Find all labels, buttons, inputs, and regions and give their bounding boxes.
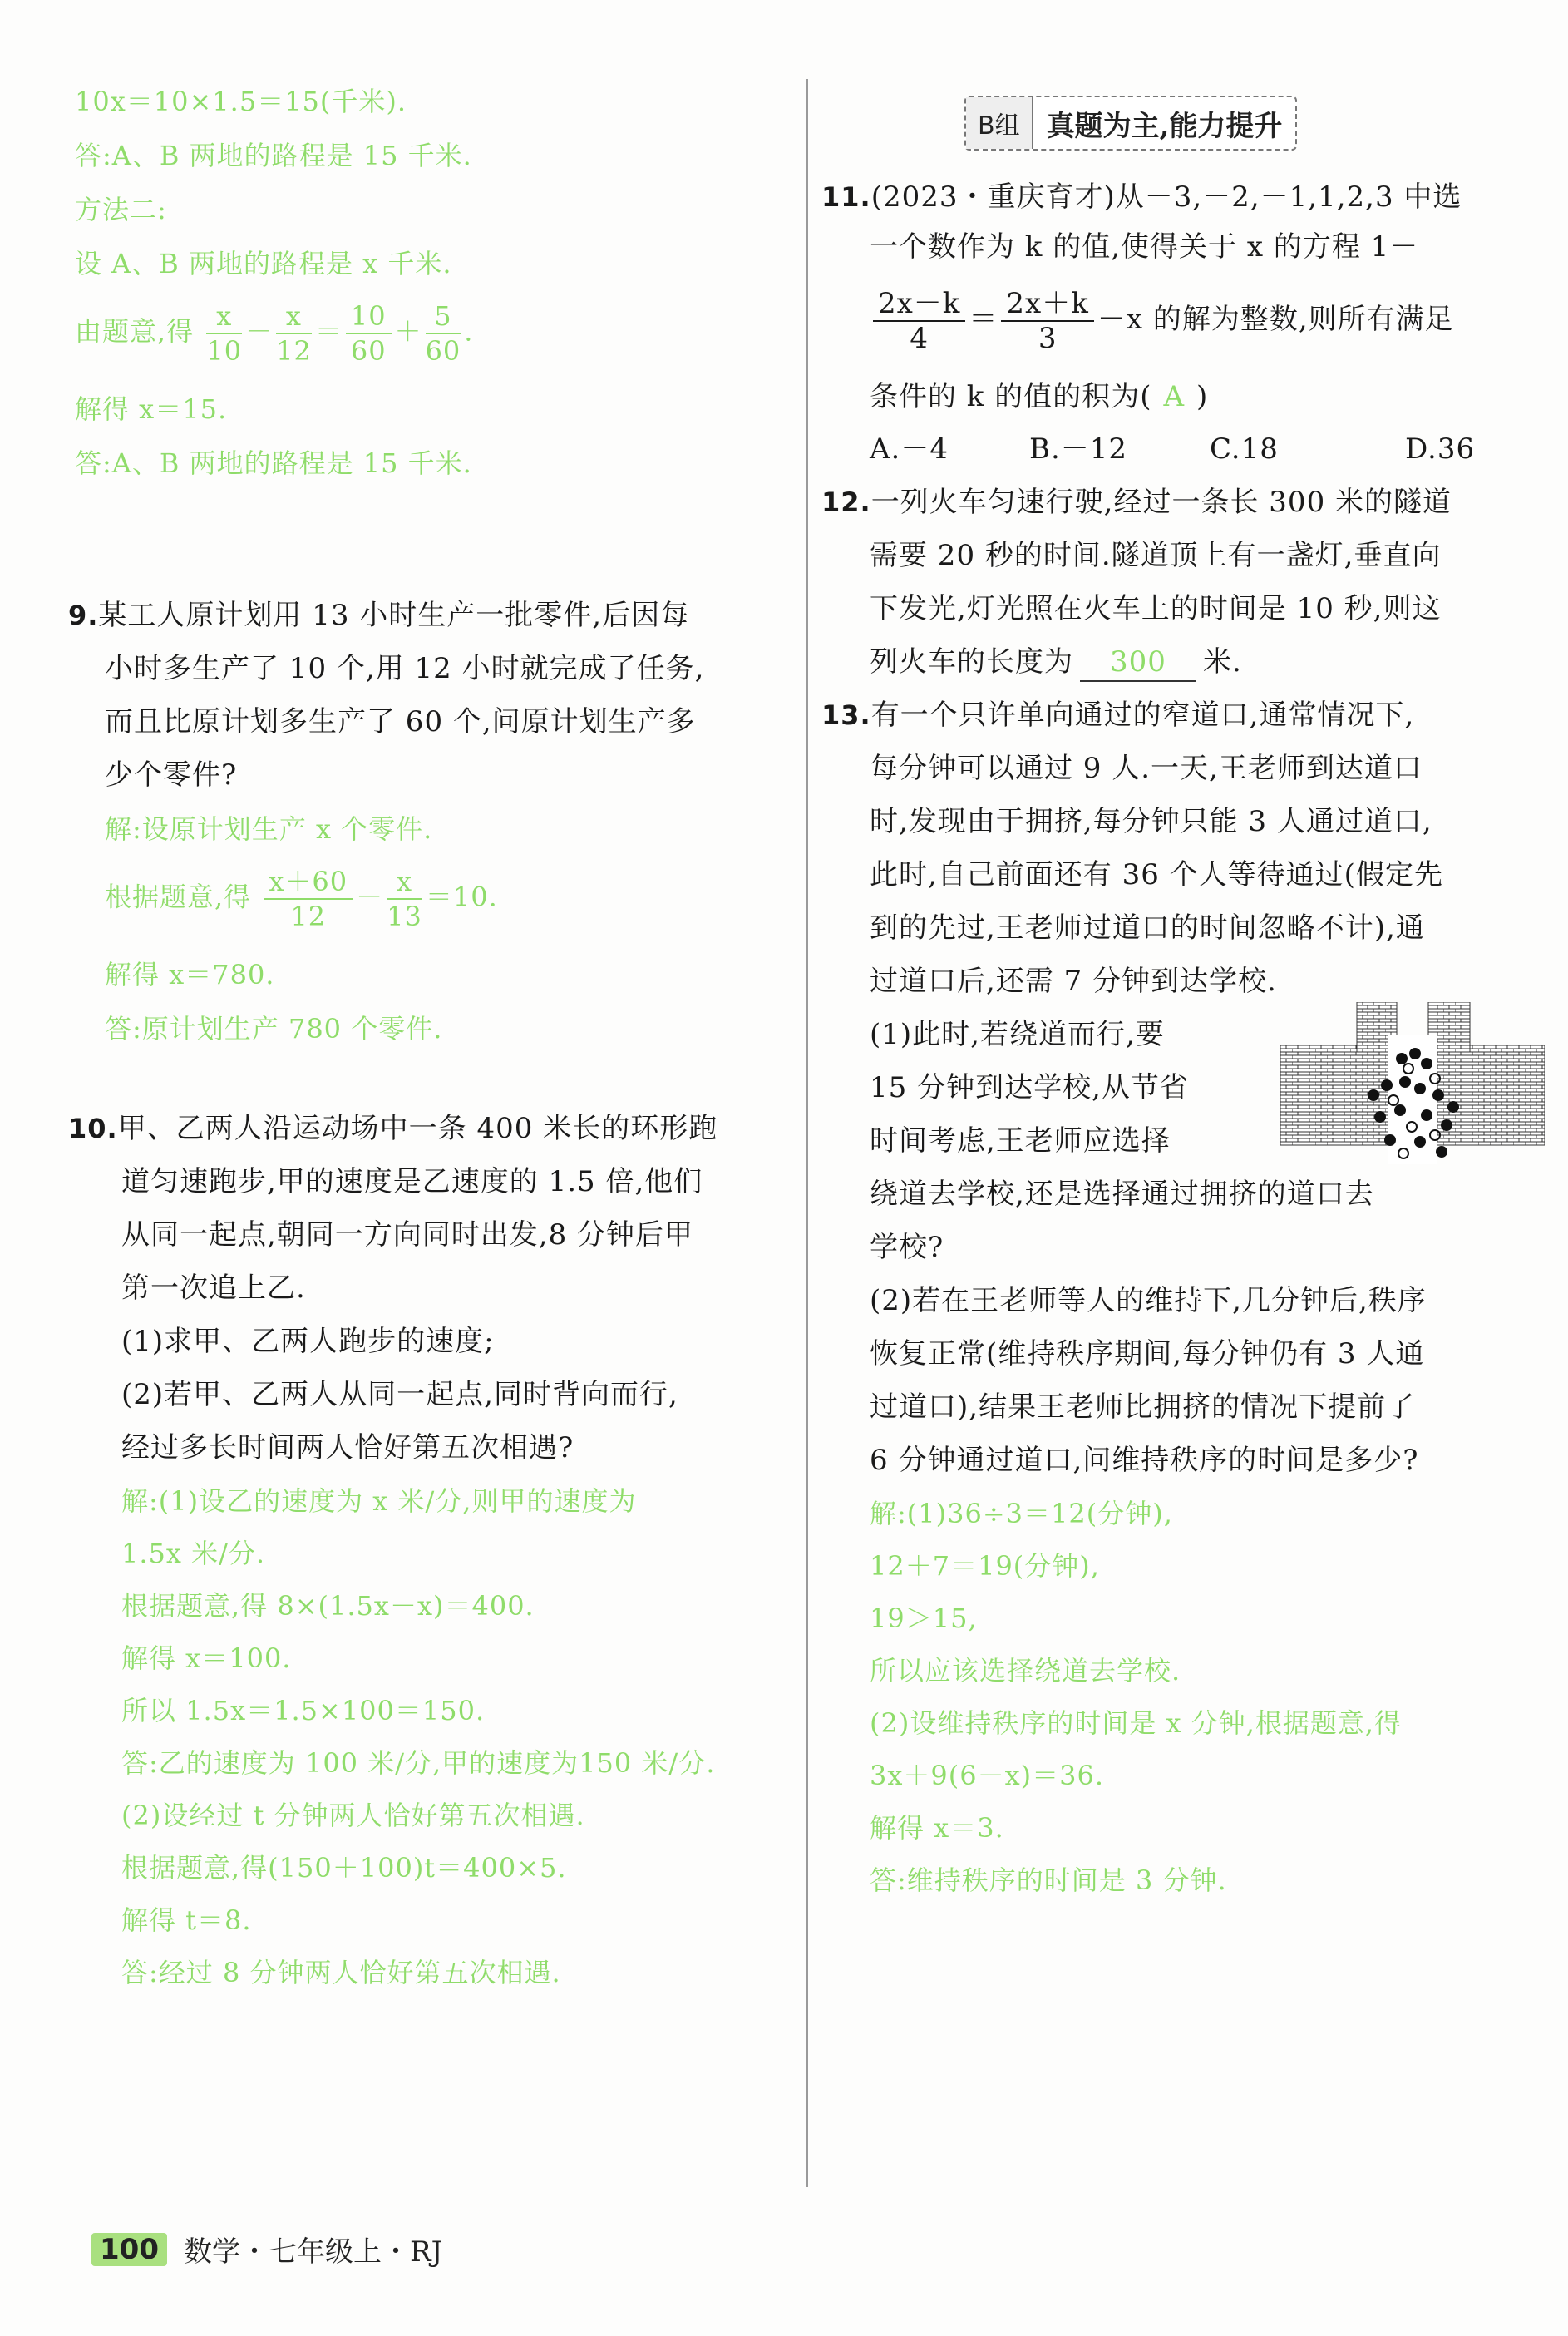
question-text: 过道口后,还需 7 分钟到达学校. <box>870 965 1277 998</box>
question-text: 从同一起点,朝同一方向同时出发,8 分钟后甲 <box>121 1218 694 1252</box>
answer-line: 解得 x＝100. <box>121 1642 292 1674</box>
answer-line: 答:A、B 两地的路程是 15 千米. <box>75 140 472 171</box>
question-text: (2)若在王老师等人的维持下,几分钟后,秩序 <box>870 1284 1427 1317</box>
answer-line: 3x＋9(6－x)＝36. <box>870 1760 1105 1791</box>
answer-line: 解得 x＝15. <box>75 393 228 425</box>
question-text: 时间考虑,王老师应选择 <box>870 1124 1171 1158</box>
question-text: 第一次追上乙. <box>121 1272 306 1305</box>
question-10: 10.甲、乙两人沿运动场中一条 400 米长的环形跑 <box>68 1112 718 1145</box>
answer-line: 解得 x＝780. <box>105 959 275 990</box>
answer-line: 方法二: <box>75 194 167 225</box>
fraction: $\frac{5}{60}$ <box>425 300 461 367</box>
question-text: 每分钟可以通过 9 人.一天,王老师到达道口 <box>870 752 1423 785</box>
question-text: 下发光,灯光照在火车上的时间是 10 秒,则这 <box>870 592 1442 625</box>
question-text: 条件的 k 的值的积为( A ) <box>870 380 1209 413</box>
fraction: $\frac{10}{60}$ <box>346 299 392 368</box>
section-header <box>964 96 1297 151</box>
answer-line: 所以应该选择绕道去学校. <box>870 1655 1181 1687</box>
option-a: A.－4 <box>870 432 949 466</box>
question-13: 13.有一个只许单向通过的窄道口,通常情况下, <box>821 699 1415 732</box>
question-number: 12. <box>821 486 871 518</box>
option-b: B.－12 <box>1029 432 1128 466</box>
answer-line: 答:经过 8 分钟两人恰好第五次相遇. <box>121 1957 561 1988</box>
fraction: $\frac{x}{13}$ <box>387 866 422 932</box>
question-equation: $\frac{2x-k}{4}$ ＝ $\frac{2x+k}{3}$ －x 的解为整数,则所有满足 <box>870 287 1454 355</box>
column-divider <box>806 79 808 2187</box>
question-12: 12.一列火车匀速行驶,经过一条长 300 米的隧道 <box>821 486 1452 519</box>
question-number: 13. <box>821 699 871 731</box>
question-text: (1)此时,若绕道而行,要 <box>870 1018 1165 1051</box>
section-tag: B组 <box>966 97 1033 149</box>
answer-line: 根据题意,得 8×(1.5x－x)＝400. <box>121 1590 535 1622</box>
question-text: 一个数作为 k 的值,使得关于 x 的方程 1－ <box>870 230 1419 264</box>
answer-line: 解得 t＝8. <box>121 1904 252 1936</box>
answer-line: 解得 x＝3. <box>870 1812 1004 1844</box>
question-text: 过道口),结果王老师比拥挤的情况下提前了 <box>870 1390 1416 1424</box>
answer-line: 答:乙的速度为 100 米/分,甲的速度为150 米/分. <box>121 1747 716 1779</box>
answer-line: 答:维持秩序的时间是 3 分钟. <box>870 1864 1227 1896</box>
answer-blank: 300 <box>1080 644 1196 682</box>
question-text: (1)求甲、乙两人跑步的速度; <box>121 1325 495 1358</box>
question-text: 15 分钟到达学校,从节省 <box>870 1071 1189 1104</box>
answer-line: 19＞15, <box>870 1603 978 1634</box>
question-9: 9.某工人原计划用 13 小时生产一批零件,后因每 <box>68 599 690 632</box>
fraction: $\frac{x}{12}$ <box>276 300 312 367</box>
question-text: 列火车的长度为 300 米. <box>870 644 1242 682</box>
choice-answer: A <box>1163 380 1186 413</box>
question-text: 6 分钟通过道口,问维持秩序的时间是多少? <box>870 1444 1419 1477</box>
answer-line: 答:原计划生产 780 个零件. <box>105 1013 443 1045</box>
answer-line: 解:(1)设乙的速度为 x 米/分,则甲的速度为 <box>121 1485 637 1517</box>
question-text: 经过多长时间两人恰好第五次相遇? <box>121 1431 574 1464</box>
page-footer <box>91 2229 442 2269</box>
fraction: $\frac{x+60}{12}$ <box>264 865 353 933</box>
fraction: $\frac{2x+k}{3}$ <box>1001 287 1093 355</box>
question-text: 少个零件? <box>105 758 238 792</box>
option-c: C.18 <box>1210 432 1279 466</box>
question-text: 绕道去学校,还是选择通过拥挤的道口去 <box>870 1178 1374 1211</box>
answer-line: 解:设原计划生产 x 个零件. <box>105 813 433 845</box>
answer-line: 答:A、B 两地的路程是 15 千米. <box>75 447 472 479</box>
question-text: 需要 20 秒的时间.隧道顶上有一盏灯,垂直向 <box>870 539 1442 572</box>
question-number: 10. <box>68 1113 118 1144</box>
page-number: 100 <box>91 2233 167 2266</box>
option-d: D.36 <box>1405 432 1476 466</box>
question-text: 时,发现由于拥挤,每分钟只能 3 人通过道口, <box>870 805 1432 838</box>
question-11: 11.(2023・重庆育才)从－3,－2,－1,1,2,3 中选 <box>821 180 1462 214</box>
answer-line: (2)设维持秩序的时间是 x 分钟,根据题意,得 <box>870 1707 1403 1739</box>
question-text: 此时,自己前面还有 36 个人等待通过(假定先 <box>870 858 1443 891</box>
question-number: 11. <box>821 181 871 213</box>
answer-equation: 根据题意,得 $\frac{x+60}{12}$ － $\frac{x}{13}$ ＝10. <box>105 866 498 932</box>
answer-text: 由题意,得 <box>75 315 195 348</box>
narrow-passage-illustration <box>1280 1002 1545 1164</box>
answer-line: 解:(1)36÷3＝12(分钟), <box>870 1498 1173 1529</box>
answer-line: (2)设经过 t 分钟两人恰好第五次相遇. <box>121 1800 585 1831</box>
question-text: 到的先过,王老师过道口的时间忽略不计),通 <box>870 911 1425 945</box>
answer-line: 10x＝10×1.5＝15(千米). <box>75 86 407 117</box>
answer-line: 根据题意,得(150＋100)t＝400×5. <box>121 1852 567 1884</box>
footer-text: 数学・七年级上・RJ <box>183 2235 443 2269</box>
question-text: 学校? <box>870 1231 944 1264</box>
answer-line: 设 A、B 两地的路程是 x 千米. <box>75 248 452 279</box>
question-number: 9. <box>68 600 99 631</box>
fraction: $\frac{x}{10}$ <box>206 300 243 367</box>
answer-line: 1.5x 米/分. <box>121 1538 266 1569</box>
section-title: 真题为主,能力提升 <box>1046 109 1283 143</box>
question-text: (2)若甲、乙两人从同一起点,同时背向而行, <box>121 1378 678 1411</box>
question-text: 道匀速跑步,甲的速度是乙速度的 1.5 倍,他们 <box>121 1165 703 1198</box>
answer-equation: 由题意,得 $\frac{x}{10}$ － $\frac{x}{12}$ ＝ $\frac{10}{60}$ ＋ $\frac{5}{60}$ . <box>75 300 474 367</box>
question-text: 小时多生产了 10 个,用 12 小时就完成了任务, <box>105 652 705 685</box>
fraction: $\frac{2x-k}{4}$ <box>873 287 965 355</box>
question-text: 而且比原计划多生产了 60 个,问原计划生产多 <box>105 705 696 738</box>
question-text: 恢复正常(维持秩序期间,每分钟仍有 3 人通 <box>870 1337 1425 1370</box>
answer-line: 12＋7＝19(分钟), <box>870 1550 1100 1582</box>
answer-line: 所以 1.5x＝1.5×100＝150. <box>121 1695 486 1726</box>
